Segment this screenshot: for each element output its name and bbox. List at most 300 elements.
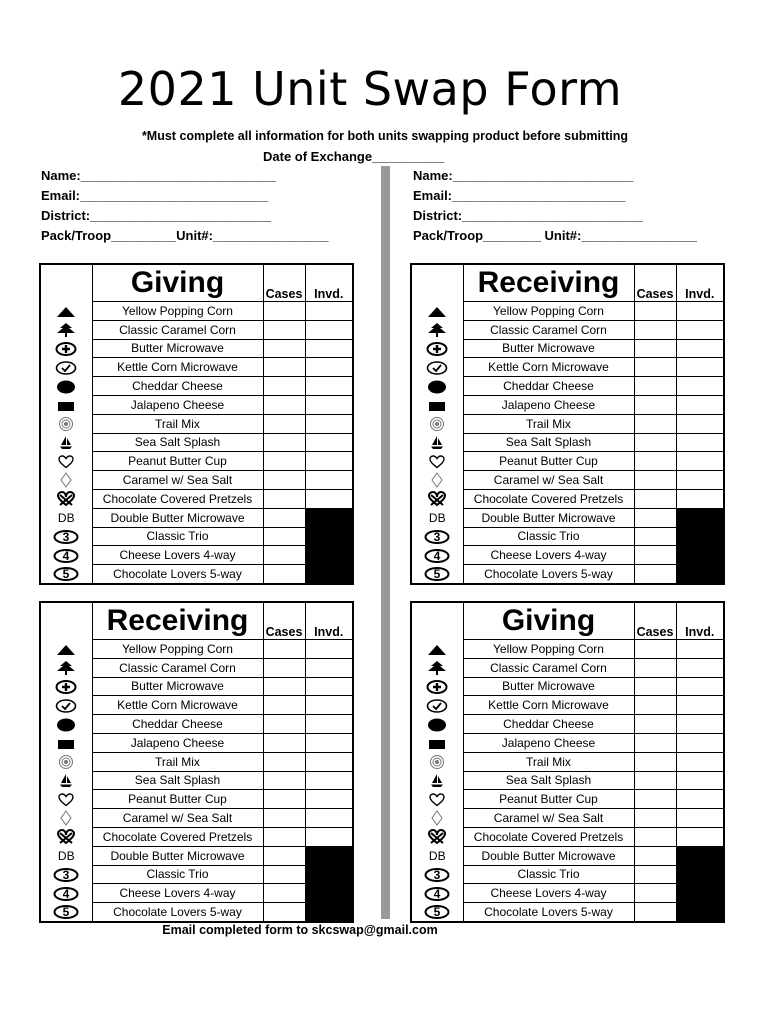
invd-cell[interactable] xyxy=(305,827,353,846)
product-name: Double Butter Microwave xyxy=(92,508,263,527)
cases-cell[interactable] xyxy=(263,846,305,865)
cases-cell[interactable] xyxy=(263,320,305,339)
table-row xyxy=(40,320,353,339)
svg-text:3: 3 xyxy=(62,530,70,544)
cases-cell[interactable] xyxy=(634,677,676,696)
ellipse-icon xyxy=(411,715,463,734)
invd-cell[interactable] xyxy=(305,489,353,508)
cases-cell[interactable] xyxy=(634,733,676,752)
table-row xyxy=(411,827,724,846)
product-name: Chocolate Lovers 5-way xyxy=(463,903,634,922)
invd-cell[interactable] xyxy=(676,827,724,846)
invd-cell[interactable] xyxy=(305,414,353,433)
table-row xyxy=(40,489,353,508)
table-row xyxy=(40,790,353,809)
number-3-icon xyxy=(40,865,92,884)
invd-cell[interactable] xyxy=(305,696,353,715)
table-row xyxy=(411,302,724,321)
invd-cell[interactable] xyxy=(676,489,724,508)
product-name: Classic Trio xyxy=(463,527,634,546)
table-heading: Receiving xyxy=(92,602,263,640)
ellipse-icon xyxy=(40,377,92,396)
diamond-icon xyxy=(411,809,463,828)
table-row xyxy=(40,377,353,396)
table-row xyxy=(411,471,724,490)
invd-cell[interactable] xyxy=(305,433,353,452)
invd-cell[interactable] xyxy=(305,471,353,490)
number-3-icon xyxy=(411,865,463,884)
cases-cell[interactable] xyxy=(634,320,676,339)
cases-cell[interactable] xyxy=(634,771,676,790)
invd-cell[interactable] xyxy=(305,452,353,471)
svg-text:4: 4 xyxy=(62,886,70,901)
invd-column-header: Invd. xyxy=(676,602,724,640)
cases-cell[interactable] xyxy=(263,508,305,527)
cases-cell[interactable] xyxy=(263,677,305,696)
table-row xyxy=(411,433,724,452)
table-row xyxy=(40,658,353,677)
icon-column-header xyxy=(411,264,463,302)
product-name: Cheese Lovers 4-way xyxy=(92,884,263,903)
table-row xyxy=(40,640,353,659)
product-name: Jalapeno Cheese xyxy=(463,733,634,752)
table-row xyxy=(40,508,353,527)
right-pack-troop-field[interactable]: Pack/Troop________ Unit#:________________ xyxy=(413,228,698,243)
product-name: Trail Mix xyxy=(92,752,263,771)
pretzel-icon xyxy=(411,489,463,508)
triangle-icon xyxy=(411,302,463,321)
product-name: Peanut Butter Cup xyxy=(463,452,634,471)
product-name: Cheddar Cheese xyxy=(92,715,263,734)
check-circle-icon xyxy=(411,696,463,715)
table-row xyxy=(411,527,724,546)
invd-cell[interactable] xyxy=(676,433,724,452)
blocked-cell xyxy=(676,903,724,922)
product-name: Cheese Lovers 4-way xyxy=(463,884,634,903)
product-name: Yellow Popping Corn xyxy=(463,640,634,659)
cases-cell[interactable] xyxy=(634,489,676,508)
number-3-icon xyxy=(40,527,92,546)
blocked-cell xyxy=(676,546,724,565)
product-name: Sea Salt Splash xyxy=(463,433,634,452)
invd-cell[interactable] xyxy=(305,790,353,809)
table-row xyxy=(411,846,724,865)
table-row xyxy=(40,677,353,696)
cases-cell[interactable] xyxy=(634,846,676,865)
sailboat-icon xyxy=(411,433,463,452)
cases-cell[interactable] xyxy=(634,452,676,471)
number-5-icon xyxy=(40,903,92,922)
cases-cell[interactable] xyxy=(634,433,676,452)
icon-column-header xyxy=(40,264,92,302)
invd-cell[interactable] xyxy=(676,377,724,396)
table-row xyxy=(40,358,353,377)
cases-cell[interactable] xyxy=(634,658,676,677)
cases-cell[interactable] xyxy=(263,302,305,321)
bottom-left-receiving-table xyxy=(39,601,354,923)
number-5-icon xyxy=(40,565,92,584)
table-row xyxy=(411,865,724,884)
product-name: Double Butter Microwave xyxy=(92,846,263,865)
table-row xyxy=(411,715,724,734)
cases-cell[interactable] xyxy=(634,527,676,546)
cases-cell[interactable] xyxy=(634,339,676,358)
cases-cell[interactable] xyxy=(263,452,305,471)
cases-cell[interactable] xyxy=(263,752,305,771)
invd-cell[interactable] xyxy=(676,696,724,715)
invd-cell[interactable] xyxy=(676,640,724,659)
table-row xyxy=(40,395,353,414)
cases-cell[interactable] xyxy=(263,339,305,358)
db-label: DB xyxy=(40,508,92,527)
product-name: Kettle Corn Microwave xyxy=(92,696,263,715)
invd-cell[interactable] xyxy=(676,471,724,490)
invd-cell[interactable] xyxy=(676,395,724,414)
center-divider xyxy=(381,166,390,919)
tree-icon xyxy=(411,320,463,339)
invd-cell[interactable] xyxy=(305,677,353,696)
cases-column-header: Cases xyxy=(263,264,305,302)
footer-email-note: Email completed form to skcswap@gmail.com xyxy=(162,923,438,937)
table-row xyxy=(411,489,724,508)
table-row xyxy=(40,884,353,903)
table-row xyxy=(40,302,353,321)
cases-cell[interactable] xyxy=(634,395,676,414)
cases-cell[interactable] xyxy=(634,715,676,734)
table-row xyxy=(411,414,724,433)
invd-cell[interactable] xyxy=(676,414,724,433)
cases-cell[interactable] xyxy=(263,471,305,490)
number-4-icon xyxy=(411,884,463,903)
cases-cell[interactable] xyxy=(634,471,676,490)
tree-icon xyxy=(411,658,463,677)
product-name: Double Butter Microwave xyxy=(463,846,634,865)
blocked-cell xyxy=(676,846,724,865)
product-name: Trail Mix xyxy=(92,414,263,433)
table-row xyxy=(40,733,353,752)
cases-cell[interactable] xyxy=(634,752,676,771)
blocked-cell xyxy=(305,846,353,865)
plus-circle-icon xyxy=(40,677,92,696)
product-name: Kettle Corn Microwave xyxy=(92,358,263,377)
product-name: Chocolate Lovers 5-way xyxy=(92,565,263,584)
table-row xyxy=(411,640,724,659)
invd-cell[interactable] xyxy=(305,752,353,771)
table-row xyxy=(411,771,724,790)
cases-cell[interactable] xyxy=(263,790,305,809)
cases-cell[interactable] xyxy=(634,414,676,433)
svg-text:4: 4 xyxy=(62,548,70,563)
product-name: Classic Caramel Corn xyxy=(92,320,263,339)
cases-cell[interactable] xyxy=(634,377,676,396)
product-name: Yellow Popping Corn xyxy=(463,302,634,321)
cases-cell[interactable] xyxy=(263,565,305,584)
date-of-exchange-field[interactable]: Date of Exchange__________ xyxy=(263,149,445,164)
right-email-field[interactable]: Email:________________________ xyxy=(413,188,626,203)
product-name: Cheese Lovers 4-way xyxy=(92,546,263,565)
invd-cell[interactable] xyxy=(676,677,724,696)
invd-cell[interactable] xyxy=(676,452,724,471)
target-icon xyxy=(40,752,92,771)
invd-cell[interactable] xyxy=(305,658,353,677)
product-name: Chocolate Lovers 5-way xyxy=(92,903,263,922)
cases-cell[interactable] xyxy=(263,809,305,828)
rectangle-icon xyxy=(411,733,463,752)
invd-cell[interactable] xyxy=(676,790,724,809)
icon-column-header xyxy=(40,602,92,640)
heart-icon xyxy=(411,452,463,471)
table-row xyxy=(411,546,724,565)
invd-cell[interactable] xyxy=(676,752,724,771)
blocked-cell xyxy=(305,527,353,546)
invd-cell[interactable] xyxy=(305,809,353,828)
rectangle-icon xyxy=(411,395,463,414)
db-label: DB xyxy=(411,508,463,527)
product-name: Yellow Popping Corn xyxy=(92,302,263,321)
invd-cell[interactable] xyxy=(676,733,724,752)
table-row xyxy=(40,527,353,546)
diamond-icon xyxy=(40,471,92,490)
left-pack-troop-field[interactable]: Pack/Troop_________Unit#:________________ xyxy=(41,228,329,243)
product-name: Classic Caramel Corn xyxy=(463,320,634,339)
target-icon xyxy=(411,414,463,433)
cases-cell[interactable] xyxy=(634,827,676,846)
product-name: Butter Microwave xyxy=(92,677,263,696)
cases-cell[interactable] xyxy=(263,865,305,884)
table-row xyxy=(411,884,724,903)
product-name: Trail Mix xyxy=(463,752,634,771)
product-name: Butter Microwave xyxy=(92,339,263,358)
svg-text:4: 4 xyxy=(433,886,441,901)
invd-cell[interactable] xyxy=(305,771,353,790)
cases-cell[interactable] xyxy=(263,733,305,752)
right-name-field[interactable]: Name:_________________________ xyxy=(413,168,634,183)
invd-cell[interactable] xyxy=(305,715,353,734)
cases-cell[interactable] xyxy=(634,640,676,659)
cases-cell[interactable] xyxy=(263,903,305,922)
target-icon xyxy=(40,414,92,433)
product-name: Sea Salt Splash xyxy=(92,433,263,452)
number-5-icon xyxy=(411,565,463,584)
product-name: Peanut Butter Cup xyxy=(92,452,263,471)
svg-text:4: 4 xyxy=(433,548,441,563)
table-row xyxy=(40,865,353,884)
product-name: Sea Salt Splash xyxy=(463,771,634,790)
invd-cell[interactable] xyxy=(676,358,724,377)
invd-cell[interactable] xyxy=(676,302,724,321)
pretzel-icon xyxy=(40,827,92,846)
triangle-icon xyxy=(411,640,463,659)
invd-cell[interactable] xyxy=(676,809,724,828)
svg-text:5: 5 xyxy=(433,905,441,920)
invd-cell[interactable] xyxy=(676,771,724,790)
cases-cell[interactable] xyxy=(263,715,305,734)
heart-icon xyxy=(40,790,92,809)
blocked-cell xyxy=(676,508,724,527)
cases-cell[interactable] xyxy=(263,884,305,903)
cases-cell[interactable] xyxy=(263,433,305,452)
product-name: Jalapeno Cheese xyxy=(463,395,634,414)
svg-text:5: 5 xyxy=(433,567,441,582)
cases-cell[interactable] xyxy=(263,827,305,846)
right-unit-info xyxy=(413,166,697,246)
cases-cell[interactable] xyxy=(634,546,676,565)
cases-cell[interactable] xyxy=(263,640,305,659)
invd-cell[interactable] xyxy=(676,715,724,734)
product-name: Chocolate Covered Pretzels xyxy=(463,827,634,846)
svg-text:3: 3 xyxy=(433,530,441,544)
table-row xyxy=(411,339,724,358)
cases-cell[interactable] xyxy=(263,489,305,508)
left-district-field[interactable]: District:_________________________ xyxy=(41,208,271,223)
blocked-cell xyxy=(305,865,353,884)
table-row xyxy=(411,658,724,677)
table-row xyxy=(411,565,724,584)
table-header-row xyxy=(40,264,353,302)
cases-cell[interactable] xyxy=(634,302,676,321)
product-name: Peanut Butter Cup xyxy=(92,790,263,809)
left-email-field[interactable]: Email:__________________________ xyxy=(41,188,268,203)
product-name: Jalapeno Cheese xyxy=(92,395,263,414)
cases-cell[interactable] xyxy=(634,358,676,377)
product-name: Cheese Lovers 4-way xyxy=(463,546,634,565)
cases-cell[interactable] xyxy=(263,771,305,790)
product-name: Butter Microwave xyxy=(463,339,634,358)
cases-cell[interactable] xyxy=(634,790,676,809)
table-row xyxy=(411,733,724,752)
product-name: Cheddar Cheese xyxy=(92,377,263,396)
invd-cell[interactable] xyxy=(676,320,724,339)
check-circle-icon xyxy=(40,358,92,377)
table-row xyxy=(40,715,353,734)
cases-cell[interactable] xyxy=(634,865,676,884)
cases-column-header: Cases xyxy=(634,264,676,302)
table-row xyxy=(411,377,724,396)
product-name: Yellow Popping Corn xyxy=(92,640,263,659)
triangle-icon xyxy=(40,640,92,659)
svg-text:3: 3 xyxy=(62,868,70,882)
cases-cell[interactable] xyxy=(263,658,305,677)
table-header-row xyxy=(411,264,724,302)
cases-cell[interactable] xyxy=(263,414,305,433)
table-row xyxy=(40,809,353,828)
top-right-receiving-table xyxy=(410,263,725,585)
cases-column-header: Cases xyxy=(634,602,676,640)
product-name: Peanut Butter Cup xyxy=(463,790,634,809)
cases-cell[interactable] xyxy=(263,696,305,715)
right-district-field[interactable]: District:_________________________ xyxy=(413,208,643,223)
cases-cell[interactable] xyxy=(634,903,676,922)
invd-cell[interactable] xyxy=(305,640,353,659)
table-heading: Giving xyxy=(92,264,263,302)
cases-cell[interactable] xyxy=(263,358,305,377)
db-label: DB xyxy=(40,846,92,865)
blocked-cell xyxy=(676,565,724,584)
cases-cell[interactable] xyxy=(634,884,676,903)
invd-cell[interactable] xyxy=(305,339,353,358)
table-row xyxy=(40,565,353,584)
product-name: Chocolate Lovers 5-way xyxy=(463,565,634,584)
invd-column-header: Invd. xyxy=(676,264,724,302)
cases-cell[interactable] xyxy=(263,377,305,396)
left-name-field[interactable]: Name:___________________________ xyxy=(41,168,276,183)
blocked-cell xyxy=(305,884,353,903)
sailboat-icon xyxy=(411,771,463,790)
bottom-right-giving-table xyxy=(410,601,725,923)
table-heading: Giving xyxy=(463,602,634,640)
blocked-cell xyxy=(676,865,724,884)
invd-cell[interactable] xyxy=(305,358,353,377)
invd-cell[interactable] xyxy=(676,339,724,358)
svg-text:3: 3 xyxy=(433,868,441,882)
table-row xyxy=(411,320,724,339)
product-name: Chocolate Covered Pretzels xyxy=(92,489,263,508)
rectangle-icon xyxy=(40,733,92,752)
check-circle-icon xyxy=(40,696,92,715)
pretzel-icon xyxy=(40,489,92,508)
table-row xyxy=(411,508,724,527)
pretzel-icon xyxy=(411,827,463,846)
table-row xyxy=(40,452,353,471)
invd-cell[interactable] xyxy=(305,395,353,414)
table-row xyxy=(411,696,724,715)
product-name: Butter Microwave xyxy=(463,677,634,696)
blocked-cell xyxy=(305,508,353,527)
cases-cell[interactable] xyxy=(634,696,676,715)
cases-cell[interactable] xyxy=(634,565,676,584)
table-row xyxy=(40,903,353,922)
invd-cell[interactable] xyxy=(305,302,353,321)
cases-cell[interactable] xyxy=(634,508,676,527)
table-row xyxy=(411,790,724,809)
product-name: Chocolate Covered Pretzels xyxy=(463,489,634,508)
product-name: Cheddar Cheese xyxy=(463,377,634,396)
product-name: Caramel w/ Sea Salt xyxy=(92,809,263,828)
invd-cell[interactable] xyxy=(305,377,353,396)
table-row xyxy=(40,846,353,865)
product-name: Classic Trio xyxy=(92,527,263,546)
product-name: Cheddar Cheese xyxy=(463,715,634,734)
number-4-icon xyxy=(411,546,463,565)
invd-cell[interactable] xyxy=(676,658,724,677)
plus-circle-icon xyxy=(411,677,463,696)
product-name: Sea Salt Splash xyxy=(92,771,263,790)
target-icon xyxy=(411,752,463,771)
table-row xyxy=(411,903,724,922)
diamond-icon xyxy=(40,809,92,828)
cases-cell[interactable] xyxy=(263,546,305,565)
table-row xyxy=(40,771,353,790)
product-name: Chocolate Covered Pretzels xyxy=(92,827,263,846)
svg-text:5: 5 xyxy=(62,905,70,920)
diamond-icon xyxy=(411,471,463,490)
blocked-cell xyxy=(676,884,724,903)
page-title: 2021 Unit Swap Form xyxy=(117,62,623,116)
icon-column-header xyxy=(411,602,463,640)
sailboat-icon xyxy=(40,771,92,790)
invd-cell[interactable] xyxy=(305,320,353,339)
invd-column-header: Invd. xyxy=(305,602,353,640)
table-row xyxy=(40,471,353,490)
cases-cell[interactable] xyxy=(634,809,676,828)
svg-text:5: 5 xyxy=(62,567,70,582)
number-5-icon xyxy=(411,903,463,922)
invd-cell[interactable] xyxy=(305,733,353,752)
cases-cell[interactable] xyxy=(263,395,305,414)
product-name: Caramel w/ Sea Salt xyxy=(92,471,263,490)
table-row xyxy=(411,395,724,414)
cases-cell[interactable] xyxy=(263,527,305,546)
